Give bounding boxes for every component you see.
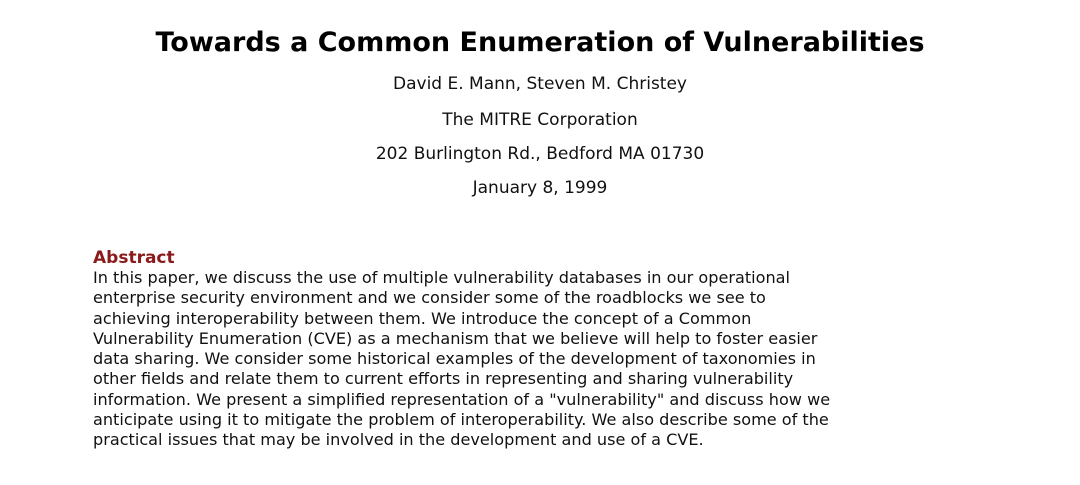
abstract-line: practical issues that may be involved in the development and use of a CVE.: [93, 430, 704, 450]
abstract-heading: Abstract: [93, 248, 175, 268]
abstract-line: information. We present a simplified representation of a "vulnerability" and discuss how we: [93, 389, 831, 409]
paper-organization: The MITRE Corporation: [442, 110, 638, 130]
paper-title: Towards a Common Enumeration of Vulnerabilities: [155, 27, 925, 58]
abstract-line: achieving interoperability between them. We introduce the concept of a Common: [93, 308, 752, 328]
abstract-line: In this paper, we discuss the use of multiple vulnerability databases in our operational: [93, 268, 791, 287]
paper-address: 202 Burlington Rd., Bedford MA 01730: [375, 144, 705, 164]
abstract-line: enterprise security environment and we consider some of the roadblocks we see to: [93, 288, 766, 308]
paper-authors: David E. Mann, Steven M. Christey: [393, 74, 687, 94]
abstract-body: [93, 268, 993, 451]
abstract-line: data sharing. We consider some historical examples of the development of taxonomies in: [93, 349, 816, 369]
abstract-line: Vulnerability Enumeration (CVE) as a mechanism that we believe will help to foster easier: [93, 328, 818, 348]
paper-date: January 8, 1999: [472, 178, 608, 198]
abstract-line: other fields and relate them to current efforts in representing and sharing vulnerability: [93, 369, 794, 389]
abstract-line: anticipate using it to mitigate the problem of interoperability. We also describe some of the: [93, 410, 829, 430]
